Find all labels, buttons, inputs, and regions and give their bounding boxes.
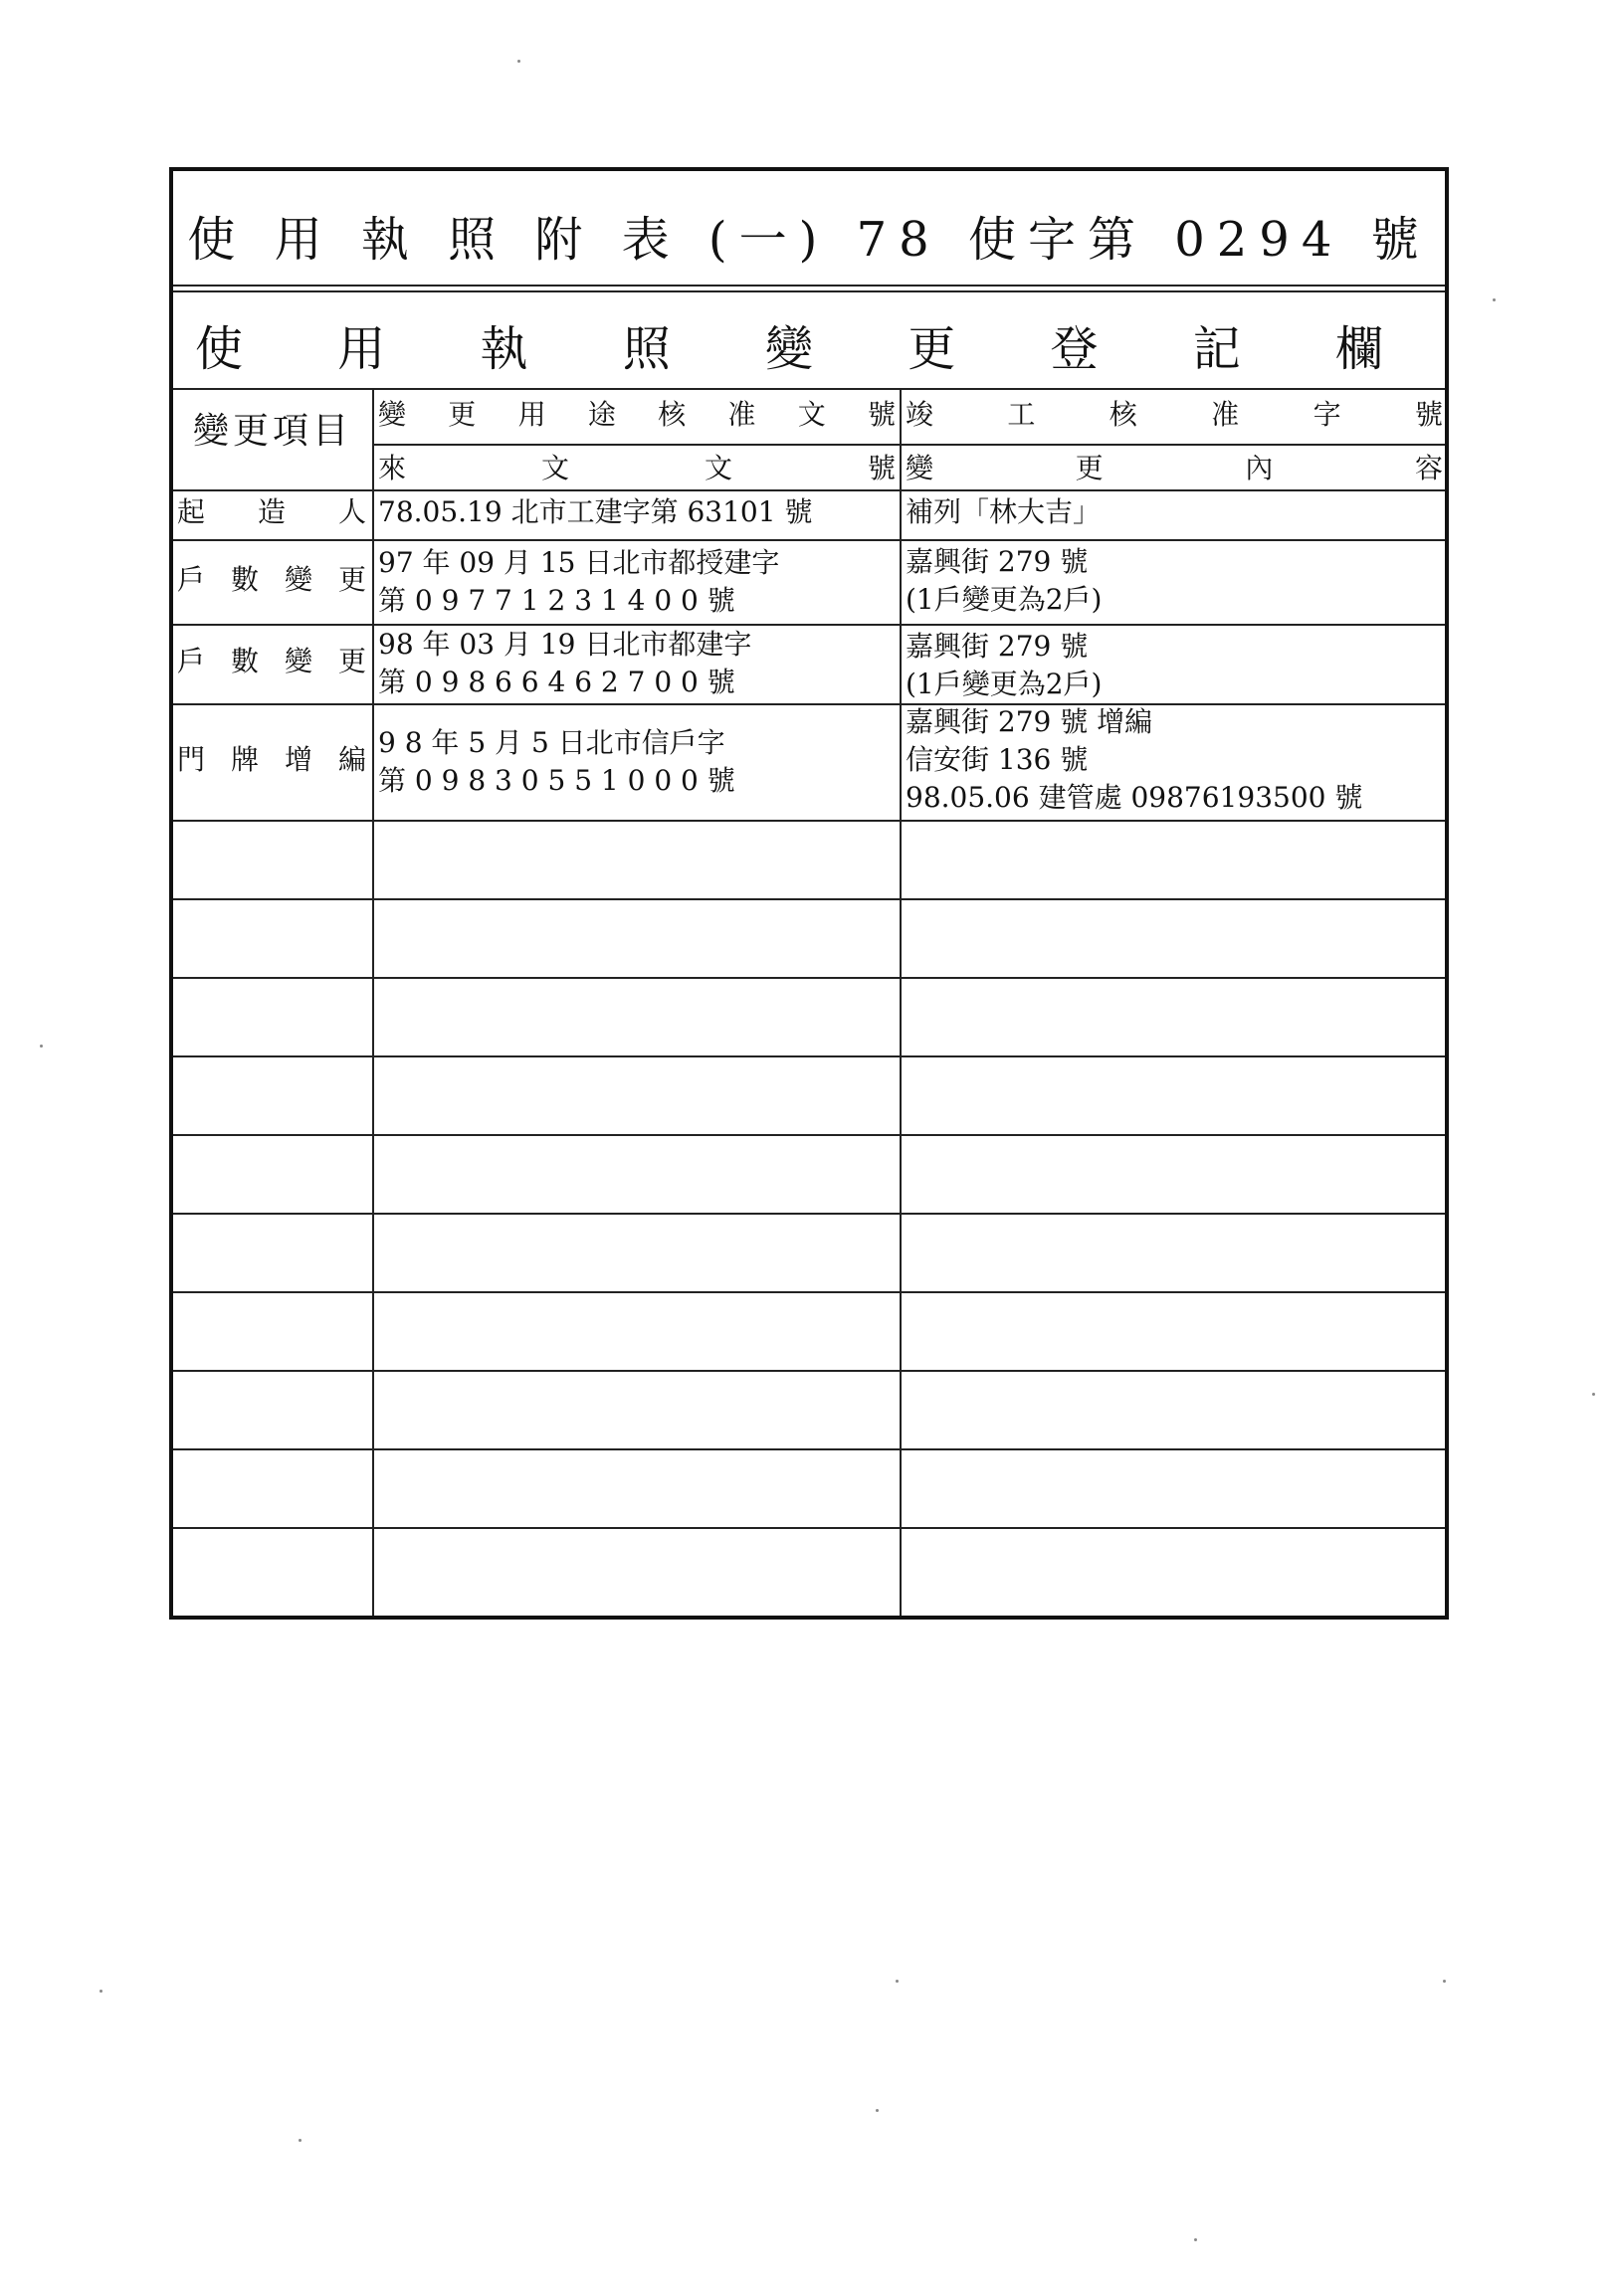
column-divider bbox=[900, 388, 902, 1616]
header-completion-no-char: 竣 bbox=[906, 398, 934, 431]
row-change-item-char: 變 bbox=[284, 645, 312, 677]
header-completion-no-char: 工 bbox=[1007, 398, 1036, 431]
divider bbox=[173, 290, 1445, 292]
scan-speck bbox=[1194, 2238, 1197, 2241]
header-change-content-char: 內 bbox=[1245, 452, 1274, 484]
row-content-line: 補列「林大吉」 bbox=[906, 495, 1102, 528]
row-change-item-char: 戶 bbox=[177, 645, 206, 677]
header-incoming-doc-no-char: 文 bbox=[704, 452, 732, 484]
divider bbox=[372, 444, 1445, 446]
header-change-content bbox=[906, 450, 1443, 487]
row-content-line: (1戶變更為2戶) bbox=[906, 583, 1103, 616]
empty-row-divider bbox=[173, 1370, 1445, 1372]
row-change-item-char: 人 bbox=[337, 495, 366, 528]
empty-row-divider bbox=[173, 1134, 1445, 1136]
row-change-item-char: 變 bbox=[284, 562, 312, 596]
header-change-content-char: 容 bbox=[1414, 452, 1443, 484]
row-doc-line: 78.05.19 北市工建字第 63101 號 bbox=[378, 495, 813, 528]
empty-row-divider bbox=[173, 1527, 1445, 1529]
row-content-line: 信安街 136 號 bbox=[906, 743, 1089, 776]
header-approval-doc-no-char: 用 bbox=[517, 398, 546, 431]
empty-row-divider bbox=[173, 898, 1445, 900]
empty-row-divider bbox=[173, 1055, 1445, 1057]
row-change-item-char: 增 bbox=[284, 742, 312, 776]
form-subtitle: 使 用 執 照 變 更 登 記 欄 bbox=[194, 321, 1424, 377]
row-change-item-char: 數 bbox=[230, 645, 259, 677]
row-change-item bbox=[177, 493, 366, 531]
divider bbox=[173, 285, 1445, 287]
column-divider bbox=[372, 388, 374, 1616]
scan-speck bbox=[517, 60, 520, 63]
header-approval-doc-no-char: 更 bbox=[448, 398, 477, 431]
row-doc-line: 9 8 年 5 月 5 日北市信戶字 bbox=[378, 725, 725, 759]
row-doc-line: 97 年 09 月 15 日北市都授建字 bbox=[378, 545, 780, 579]
row-change-item-char: 牌 bbox=[230, 742, 259, 776]
row-change-item-char: 門 bbox=[177, 742, 206, 776]
row-change-item-char: 起 bbox=[177, 495, 206, 528]
header-approval-doc-no-char: 文 bbox=[797, 398, 826, 431]
row-content-line: (1戶變更為2戶) bbox=[906, 668, 1103, 700]
header-incoming-doc-no-char: 號 bbox=[867, 452, 896, 484]
row-change-item-char: 更 bbox=[337, 645, 366, 677]
row-doc-line: 第 0 9 8 6 6 4 6 2 7 0 0 號 bbox=[378, 666, 735, 698]
empty-row-divider bbox=[173, 1291, 1445, 1293]
empty-row-divider bbox=[173, 1213, 1445, 1215]
row-content-line: 嘉興街 279 號 bbox=[906, 545, 1089, 578]
scan-speck bbox=[40, 1045, 43, 1048]
row-change-item-char: 編 bbox=[337, 742, 366, 776]
header-approval-doc-no bbox=[378, 396, 896, 434]
header-completion-no bbox=[906, 396, 1443, 434]
row-content-line: 嘉興街 279 號 bbox=[906, 630, 1089, 663]
row-change-item bbox=[177, 561, 366, 599]
header-approval-doc-no-char: 變 bbox=[378, 398, 407, 431]
header-completion-no-char: 准 bbox=[1211, 398, 1240, 431]
row-change-item-char: 造 bbox=[257, 495, 286, 528]
scan-speck bbox=[299, 2139, 302, 2142]
divider bbox=[173, 489, 1445, 491]
header-incoming-doc-no bbox=[378, 450, 896, 487]
row-change-item-char: 戶 bbox=[177, 562, 206, 596]
row-change-item-char: 更 bbox=[337, 562, 366, 596]
scan-speck bbox=[1493, 298, 1496, 301]
empty-row-divider bbox=[173, 977, 1445, 979]
scan-speck bbox=[1443, 1980, 1446, 1983]
row-divider bbox=[173, 820, 1445, 822]
header-completion-no-char: 核 bbox=[1109, 398, 1137, 431]
header-approval-doc-no-char: 號 bbox=[867, 398, 896, 431]
header-change-item: 變更項目 bbox=[192, 411, 352, 452]
page-title: 使 用 執 照 附 表 (一) 78 使字第 0294 號 bbox=[187, 212, 1431, 268]
empty-row-divider bbox=[173, 1448, 1445, 1450]
header-completion-no-char: 字 bbox=[1313, 398, 1341, 431]
row-change-item-char: 數 bbox=[230, 562, 259, 596]
change-registration-form bbox=[169, 167, 1449, 1620]
scan-speck bbox=[896, 1980, 899, 1983]
divider bbox=[173, 388, 1445, 390]
header-change-content-char: 變 bbox=[906, 452, 934, 484]
header-change-content-char: 更 bbox=[1075, 452, 1104, 484]
header-approval-doc-no-char: 核 bbox=[658, 398, 687, 431]
header-approval-doc-no-char: 准 bbox=[727, 398, 756, 431]
header-incoming-doc-no-char: 來 bbox=[378, 452, 407, 484]
header-completion-no-char: 號 bbox=[1414, 398, 1443, 431]
row-doc-line: 第 0 9 8 3 0 5 5 1 0 0 0 號 bbox=[378, 763, 735, 797]
row-divider bbox=[173, 539, 1445, 541]
scan-speck bbox=[876, 2109, 879, 2112]
header-incoming-doc-no-char: 文 bbox=[540, 452, 569, 484]
row-doc-line: 第 0 9 7 7 1 2 3 1 4 0 0 號 bbox=[378, 583, 735, 617]
row-content-line: 嘉興街 279 號 增編 bbox=[906, 705, 1153, 738]
header-approval-doc-no-char: 途 bbox=[587, 398, 616, 431]
row-doc-line: 98 年 03 月 19 日北市都建字 bbox=[378, 628, 752, 661]
scan-speck bbox=[1592, 1393, 1595, 1396]
row-change-item bbox=[177, 741, 366, 779]
row-content-line: 98.05.06 建管處 09876193500 號 bbox=[906, 781, 1363, 814]
scan-speck bbox=[100, 1990, 102, 1993]
row-change-item bbox=[177, 643, 366, 680]
